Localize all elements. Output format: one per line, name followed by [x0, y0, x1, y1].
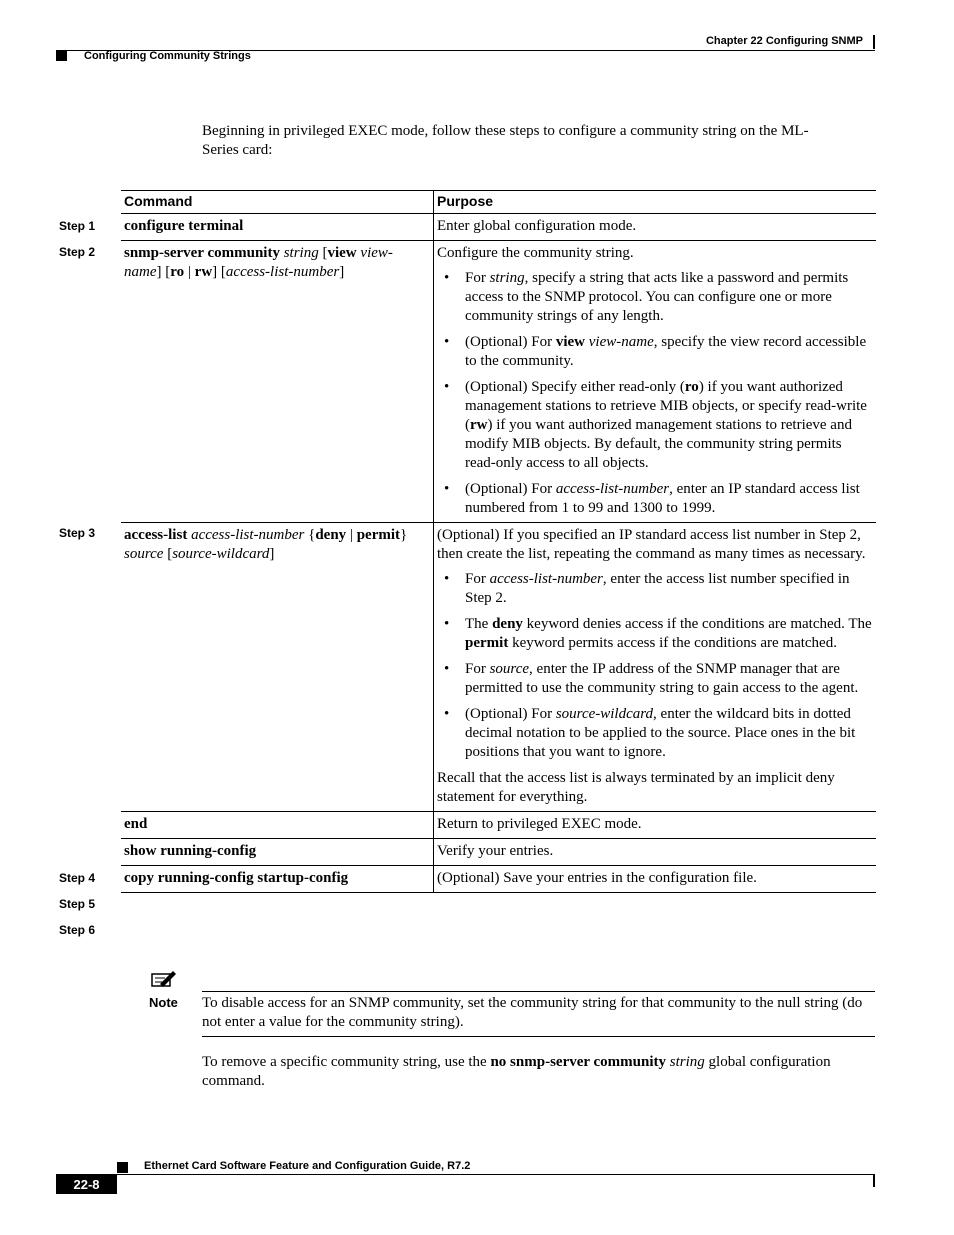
- table-row: [121, 241, 876, 523]
- table-row: [121, 523, 876, 812]
- header-right-rule: [873, 35, 875, 49]
- pencil-note-icon: [150, 968, 178, 990]
- step-label: Step 6: [59, 923, 96, 937]
- note-bottom-rule: [202, 1036, 875, 1037]
- command-cell: configure terminal: [121, 214, 434, 241]
- command-cell: show running-config: [121, 839, 434, 866]
- note-top-rule: [202, 991, 875, 992]
- note-label: Note: [149, 995, 178, 1010]
- footer-rule: [56, 1174, 875, 1175]
- footer-right-rule: [873, 1175, 875, 1187]
- step-label: Step 4: [59, 871, 96, 885]
- purpose-cell: (Optional) Save your entries in the configuration file.: [434, 866, 877, 893]
- step-label: Step 1: [59, 219, 96, 233]
- purpose-cell: (Optional) If you specified an IP standard access list number in Step 2, then create the list, repeating the command as many times as necessary. • For access-list-number, enter the access list number specified in Step 2. • The deny keyword denies access if the conditions are matched. The permit keyword permits access if the conditions are matched. • For source, enter the IP address of the SNMP manager that are permitted to use the community string to gain access to the agent. • (Optional) For source-wildcard, enter the wildcard bits in dotted decimal notation to be applied to the source. Place ones in the bit positions that you want to ignore. Recall that the access list is always terminated by an implicit deny statement for everything.: [434, 523, 877, 812]
- section-header: Configuring Community Strings: [84, 50, 251, 62]
- list-item: • (Optional) For access-list-number, enter an IP standard access list numbered from 1 to 99 and 1300 to 1999.: [437, 480, 873, 518]
- list-item: • For string, specify a string that acts like a password and permits access to the SNMP protocol. You can configure one or more community strings of any length.: [437, 269, 873, 326]
- table-row: [121, 812, 876, 839]
- purpose-cell: Enter global configuration mode.: [434, 214, 877, 241]
- command-cell: copy running-config startup-config: [121, 866, 434, 893]
- step-label: Step 5: [59, 897, 96, 911]
- steps-table: [121, 190, 876, 893]
- command-cell: end: [121, 812, 434, 839]
- list-item: • For access-list-number, enter the access list number specified in Step 2.: [437, 570, 873, 608]
- command-column-header: Command: [121, 191, 434, 214]
- intro-paragraph: Beginning in privileged EXEC mode, follow these steps to configure a community string on the ML-Series card:: [202, 123, 809, 158]
- table-row: [121, 214, 876, 241]
- list-item: • (Optional) For source-wildcard, enter the wildcard bits in dotted decimal notation to be applied to the source. Place ones in the bit positions that you want to ignore.: [437, 705, 873, 762]
- list-item: • (Optional) For view view-name, specify the view record accessible to the community.: [437, 333, 873, 371]
- purpose-column-header: Purpose: [434, 191, 877, 214]
- command-cell: snmp-server community string [view view-name] [ro | rw] [access-list-number]: [121, 241, 434, 523]
- purpose-cell: Verify your entries.: [434, 839, 877, 866]
- header-square: [56, 51, 67, 61]
- remove-paragraph: To remove a specific community string, use the no snmp-server community string global configuration command.: [202, 1054, 831, 1089]
- footer-title: Ethernet Card Software Feature and Configuration Guide, R7.2: [144, 1160, 471, 1172]
- list-item: • (Optional) Specify either read-only (ro) if you want authorized management stations to retrieve MIB objects, or specify read-write (rw) if you want authorized management stations to retrieve and modify MIB objects. By default, the community string permits read-only access to all objects.: [437, 378, 873, 473]
- purpose-cell: Return to privileged EXEC mode.: [434, 812, 877, 839]
- chapter-header: Chapter 22 Configuring SNMP: [705, 35, 863, 47]
- list-item: • For source, enter the IP address of the SNMP manager that are permitted to use the community string to gain access to the agent.: [437, 660, 873, 698]
- step-label: Step 3: [59, 526, 96, 540]
- step-label: Step 2: [59, 245, 96, 259]
- footer-square: [117, 1162, 128, 1173]
- page-number: 22-8: [56, 1175, 117, 1194]
- table-row: [121, 839, 876, 866]
- list-item: • The deny keyword denies access if the conditions are matched. The permit keyword permits access if the conditions are matched.: [437, 615, 873, 653]
- note-text: To disable access for an SNMP community, set the community string for that community to the null string (do not enter a value for the community string).: [202, 995, 863, 1030]
- purpose-cell: Configure the community string. • For string, specify a string that acts like a password and permits access to the SNMP protocol. You can configure one or more community strings of any length. • (Optional) For view view-name, specify the view record accessible to the community. • (Optional) Specify either read-only (ro) if you want authorized management stations to retrieve MIB objects, or specify read-write (rw) if you want authorized management stations to retrieve and modify MIB objects. By default, the community string permits read-only access to all objects. • (Optional) For access-list-number, enter an IP standard access list numbered from 1 to 99 and 1300 to 1999.: [434, 241, 877, 523]
- table-row: [121, 866, 876, 893]
- command-cell: access-list access-list-number {deny | permit} source [source-wildcard]: [121, 523, 434, 812]
